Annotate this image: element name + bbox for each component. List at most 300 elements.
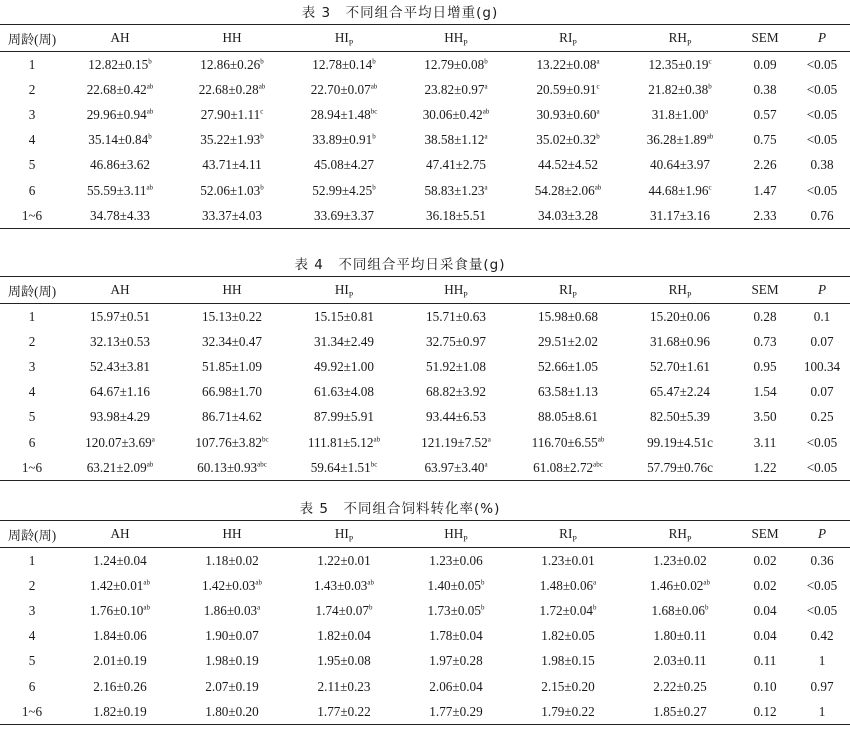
cell-age xyxy=(0,405,64,430)
significance-letter: ab xyxy=(373,435,381,444)
cell-p xyxy=(794,674,850,699)
cell-value xyxy=(176,674,288,699)
mean-sd-value: 63.58±1.13 xyxy=(538,384,598,400)
mean-sd-value: 2.15±0.20 xyxy=(541,678,595,694)
cell-value xyxy=(64,329,176,354)
cell-value xyxy=(288,699,400,725)
age-value: 1~6 xyxy=(21,207,43,223)
p-value: 0.07 xyxy=(810,333,834,349)
cell-age xyxy=(0,128,64,153)
sem-value: 0.02 xyxy=(753,552,777,568)
cell-age xyxy=(0,674,64,699)
age-value: 6 xyxy=(28,678,36,694)
mean-sd-value: 2.16±0.26 xyxy=(93,678,147,694)
mean-sd-value: 40.64±3.97 xyxy=(650,157,710,173)
p-value: 0.36 xyxy=(810,552,834,568)
cell-value xyxy=(400,52,512,78)
cell-age xyxy=(0,598,64,623)
cell-sem xyxy=(736,102,794,127)
mean-sd-value: 29.51±2.02 xyxy=(538,333,598,349)
cell-value xyxy=(176,455,288,481)
cell-p xyxy=(794,153,850,178)
mean-sd-value: 15.20±0.06 xyxy=(650,308,710,324)
cell-value xyxy=(400,128,512,153)
column-header-subscript: P xyxy=(686,38,692,48)
cell-value xyxy=(400,598,512,623)
cell-value xyxy=(512,455,624,481)
cell-value xyxy=(512,203,624,229)
mean-sd-value: 30.93±0.60 xyxy=(536,106,597,122)
column-header xyxy=(400,25,512,52)
age-value: 1 xyxy=(28,308,36,324)
cell-value xyxy=(624,674,736,699)
cell-age xyxy=(0,380,64,405)
mean-sd-value: 38.58±1.12 xyxy=(424,132,485,148)
column-header xyxy=(288,277,400,304)
cell-value xyxy=(288,380,400,405)
cell-p xyxy=(794,430,850,455)
cell-sem xyxy=(736,430,794,455)
significance-letter: ab xyxy=(146,107,154,116)
cell-value xyxy=(512,699,624,725)
cell-value xyxy=(288,598,400,623)
cell-value xyxy=(512,329,624,354)
significance-letter: bc xyxy=(370,460,378,469)
mean-sd-value: 12.82±0.15 xyxy=(88,56,149,72)
cell-value xyxy=(400,649,512,674)
mean-sd-value: 111.81±5.12 xyxy=(307,434,374,450)
mean-sd-value: 15.13±0.22 xyxy=(202,308,262,324)
significance-letter: ab xyxy=(597,435,605,444)
mean-sd-value: 15.15±0.81 xyxy=(314,308,374,324)
cell-value xyxy=(512,674,624,699)
column-header-label: P xyxy=(817,526,827,541)
sem-value: 0.11 xyxy=(753,653,777,669)
sem-value: 0.73 xyxy=(753,333,777,349)
cell-value xyxy=(624,329,736,354)
cell-sem xyxy=(736,380,794,405)
column-header xyxy=(64,277,176,304)
significance-letter: ab xyxy=(482,107,490,116)
mean-sd-value: 32.75±0.97 xyxy=(426,333,486,349)
cell-value xyxy=(64,102,176,127)
mean-sd-value: 52.99±4.25 xyxy=(312,182,373,198)
cell-value xyxy=(64,178,176,203)
cell-value xyxy=(624,304,736,330)
mean-sd-value: 1.42±0.03 xyxy=(201,577,256,593)
table-row xyxy=(0,354,850,379)
mean-sd-value: 20.59±0.91 xyxy=(536,81,597,97)
header-row xyxy=(0,521,850,548)
cell-p xyxy=(794,405,850,430)
mean-sd-value: 33.89±0.91 xyxy=(312,132,373,148)
column-header-label: HH xyxy=(222,526,242,541)
cell-value xyxy=(624,128,736,153)
cell-value xyxy=(288,153,400,178)
cell-value xyxy=(176,77,288,102)
cell-value xyxy=(288,548,400,574)
mean-sd-value: 93.98±4.29 xyxy=(90,409,150,425)
cell-value xyxy=(624,548,736,574)
age-value: 3 xyxy=(28,358,36,374)
cell-value xyxy=(624,573,736,598)
mean-sd-value: 23.82±0.97 xyxy=(424,81,485,97)
column-header-label: HH xyxy=(222,30,242,45)
cell-p xyxy=(794,77,850,102)
cell-value xyxy=(176,153,288,178)
cell-value xyxy=(176,405,288,430)
cell-sem xyxy=(736,674,794,699)
cell-value xyxy=(288,52,400,78)
cell-p xyxy=(794,52,850,78)
significance-letter: ab xyxy=(258,82,266,91)
cell-p xyxy=(794,329,850,354)
cell-value xyxy=(176,573,288,598)
significance-letter: ab xyxy=(594,183,602,192)
cell-value xyxy=(624,699,736,725)
cell-value xyxy=(512,430,624,455)
cell-value xyxy=(400,674,512,699)
p-value: 0.97 xyxy=(810,678,834,694)
mean-sd-value: 34.03±3.28 xyxy=(538,207,598,223)
age-value: 4 xyxy=(28,628,36,644)
cell-value xyxy=(288,178,400,203)
age-value: 5 xyxy=(28,409,36,425)
mean-sd-value: 12.86±0.26 xyxy=(200,56,261,72)
cell-sem xyxy=(736,329,794,354)
cell-value xyxy=(64,153,176,178)
mean-sd-value: 46.86±3.62 xyxy=(90,157,150,173)
cell-p xyxy=(794,128,850,153)
cell-value xyxy=(400,380,512,405)
mean-sd-value: 1.80±0.20 xyxy=(205,703,259,719)
cell-value xyxy=(624,52,736,78)
mean-sd-value: 44.68±1.96 xyxy=(648,182,709,198)
mean-sd-value: 21.82±0.38 xyxy=(648,81,709,97)
p-value: 0.38 xyxy=(810,157,834,173)
sem-value: 0.10 xyxy=(753,678,777,694)
cell-value xyxy=(624,598,736,623)
cell-value xyxy=(64,430,176,455)
significance-letter: a xyxy=(484,183,488,192)
mean-sd-value: 1.68±0.06 xyxy=(651,602,705,618)
p-value: <0.05 xyxy=(806,132,838,148)
sem-value: 0.02 xyxy=(753,577,777,593)
significance-letter: ab xyxy=(146,460,154,469)
sem-value: 0.12 xyxy=(753,703,777,719)
mean-sd-value: 12.35±0.19 xyxy=(648,56,709,72)
cell-value xyxy=(64,624,176,649)
mean-sd-value: 58.83±1.23 xyxy=(424,182,485,198)
table-row xyxy=(0,573,850,598)
cell-value xyxy=(288,203,400,229)
cell-p xyxy=(794,699,850,725)
table-row xyxy=(0,548,850,574)
cell-sem xyxy=(736,178,794,203)
mean-sd-value: 55.59±3.11 xyxy=(86,182,147,198)
cell-p xyxy=(794,178,850,203)
significance-letter: a xyxy=(593,578,597,587)
cell-value xyxy=(512,153,624,178)
cell-value xyxy=(176,598,288,623)
column-header xyxy=(64,521,176,548)
significance-letter: b xyxy=(592,603,597,612)
mean-sd-value: 68.82±3.92 xyxy=(426,384,486,400)
mean-sd-value: 1.82±0.19 xyxy=(93,703,147,719)
p-value: 0.1 xyxy=(813,308,831,324)
column-header xyxy=(624,521,736,548)
age-value: 4 xyxy=(28,384,36,400)
cell-value xyxy=(400,455,512,481)
mean-sd-value: 30.06±0.42 xyxy=(422,106,483,122)
mean-sd-value: 1.85±0.27 xyxy=(653,703,707,719)
cell-value xyxy=(176,329,288,354)
mean-sd-value: 32.13±0.53 xyxy=(90,333,150,349)
cell-value xyxy=(64,548,176,574)
table-row xyxy=(0,304,850,330)
sem-value: 0.57 xyxy=(753,106,777,122)
mean-sd-value: 1.24±0.04 xyxy=(93,552,147,568)
cell-value xyxy=(176,304,288,330)
cell-value xyxy=(64,649,176,674)
significance-letter: b xyxy=(484,57,488,66)
mean-sd-value: 87.99±5.91 xyxy=(314,409,374,425)
mean-sd-value: 57.79±0.76c xyxy=(647,459,713,475)
age-value: 2 xyxy=(28,81,36,97)
mean-sd-value: 32.34±0.47 xyxy=(202,333,262,349)
table-row xyxy=(0,430,850,455)
cell-age xyxy=(0,548,64,574)
mean-sd-value: 2.03±0.11 xyxy=(653,653,707,669)
cell-age xyxy=(0,77,64,102)
cell-value xyxy=(288,674,400,699)
column-header xyxy=(512,25,624,52)
mean-sd-value: 86.71±4.62 xyxy=(202,409,262,425)
cell-sem xyxy=(736,405,794,430)
cell-p xyxy=(794,304,850,330)
mean-sd-value: 61.63±4.08 xyxy=(314,384,374,400)
table-row xyxy=(0,455,850,481)
significance-letter: b xyxy=(372,183,376,192)
cell-value xyxy=(64,699,176,725)
significance-letter: c xyxy=(260,107,264,116)
table-block xyxy=(0,498,838,725)
cell-value xyxy=(176,354,288,379)
column-header-subscript: P xyxy=(572,38,577,48)
significance-letter: c xyxy=(596,82,600,91)
column-header xyxy=(400,277,512,304)
significance-letter: a xyxy=(151,435,155,444)
significance-letter: abc xyxy=(593,460,603,469)
mean-sd-value: 1.79±0.22 xyxy=(541,703,595,719)
cell-value xyxy=(176,624,288,649)
mean-sd-value: 1.82±0.04 xyxy=(317,628,371,644)
column-header-label: AH xyxy=(110,282,130,297)
column-header-label: HH xyxy=(444,282,464,297)
sem-value: 3.11 xyxy=(753,434,777,450)
cell-value xyxy=(64,354,176,379)
mean-sd-value: 34.78±4.33 xyxy=(90,207,150,223)
mean-sd-value: 35.14±0.84 xyxy=(88,132,149,148)
mean-sd-value: 52.70±1.61 xyxy=(650,358,710,374)
mean-sd-value: 31.17±3.16 xyxy=(650,207,710,223)
significance-letter: b xyxy=(372,132,376,141)
cell-value xyxy=(176,430,288,455)
table-body xyxy=(0,304,850,481)
column-header-label: P xyxy=(817,30,827,45)
p-value: 0.76 xyxy=(810,207,834,223)
mean-sd-value: 15.97±0.51 xyxy=(90,308,150,324)
table-caption: 表 5 不同组合饲料转化率(%) xyxy=(299,501,501,517)
mean-sd-value: 45.08±4.27 xyxy=(314,157,374,173)
column-header-subscript: P xyxy=(572,534,577,544)
significance-letter: ab xyxy=(146,183,154,192)
cell-sem xyxy=(736,52,794,78)
cell-p xyxy=(794,598,850,623)
significance-letter: ab xyxy=(367,578,374,587)
column-header-subscript: P xyxy=(348,290,354,300)
sem-value: 3.50 xyxy=(753,409,777,425)
cell-value xyxy=(624,203,736,229)
cell-value xyxy=(64,203,176,229)
column-header-label: P xyxy=(817,282,827,297)
cell-value xyxy=(400,573,512,598)
cell-value xyxy=(288,573,400,598)
column-header-subscript: P xyxy=(463,290,468,300)
cell-age xyxy=(0,430,64,455)
column-header xyxy=(794,25,850,52)
sem-value: 0.04 xyxy=(753,628,777,644)
cell-value xyxy=(64,455,176,481)
cell-value xyxy=(288,649,400,674)
cell-value xyxy=(176,380,288,405)
cell-value xyxy=(176,178,288,203)
age-value: 5 xyxy=(28,653,36,669)
column-header xyxy=(176,521,288,548)
age-value: 6 xyxy=(28,182,36,198)
column-header-subscript: P xyxy=(572,290,577,300)
mean-sd-value: 1.43±0.03 xyxy=(313,577,368,593)
mean-sd-value: 1.73±0.05 xyxy=(427,602,481,618)
mean-sd-value: 22.68±0.28 xyxy=(198,81,259,97)
cell-sem xyxy=(736,128,794,153)
cell-value xyxy=(624,430,736,455)
column-header xyxy=(736,521,794,548)
table-body xyxy=(0,52,850,229)
column-header-label: RH xyxy=(668,282,687,297)
cell-value xyxy=(64,573,176,598)
cell-value xyxy=(512,573,624,598)
column-header-label: HI xyxy=(334,282,349,297)
p-value: 1 xyxy=(818,653,826,669)
column-header xyxy=(64,25,176,52)
significance-letter: c xyxy=(708,57,712,66)
cell-value xyxy=(512,405,624,430)
significance-letter: a xyxy=(705,107,709,116)
mean-sd-value: 2.11±0.23 xyxy=(317,678,371,694)
mean-sd-value: 1.76±0.10 xyxy=(89,602,144,618)
significance-letter: ab xyxy=(146,82,154,91)
cell-age xyxy=(0,649,64,674)
mean-sd-value: 35.02±0.32 xyxy=(536,132,597,148)
mean-sd-value: 33.69±3.37 xyxy=(314,207,374,223)
column-header-label: AH xyxy=(110,526,130,541)
cell-value xyxy=(400,102,512,127)
column-header xyxy=(0,277,64,304)
mean-sd-value: 43.71±4.11 xyxy=(202,157,262,173)
p-value: <0.05 xyxy=(806,56,838,72)
significance-letter: a xyxy=(257,603,261,612)
cell-value xyxy=(512,354,624,379)
column-header-subscript: P xyxy=(686,290,692,300)
column-header xyxy=(512,277,624,304)
mean-sd-value: 29.96±0.94 xyxy=(86,106,147,122)
cell-sem xyxy=(736,598,794,623)
cell-p xyxy=(794,380,850,405)
cell-sem xyxy=(736,455,794,481)
age-value: 1~6 xyxy=(21,459,43,475)
cell-p xyxy=(794,649,850,674)
mean-sd-value: 121.19±7.52 xyxy=(421,434,488,450)
cell-p xyxy=(794,455,850,481)
mean-sd-value: 49.92±1.00 xyxy=(314,358,374,374)
cell-value xyxy=(400,203,512,229)
mean-sd-value: 52.66±1.05 xyxy=(538,358,598,374)
significance-letter: a xyxy=(487,435,491,444)
data-table xyxy=(0,276,850,481)
cell-value xyxy=(176,699,288,725)
cell-value xyxy=(624,153,736,178)
column-header-label: RH xyxy=(668,30,687,45)
significance-letter: b xyxy=(260,132,264,141)
cell-value xyxy=(400,624,512,649)
column-header xyxy=(0,521,64,548)
cell-value xyxy=(400,77,512,102)
mean-sd-value: 2.06±0.04 xyxy=(429,678,483,694)
cell-value xyxy=(400,329,512,354)
column-header-label: RI xyxy=(559,30,573,45)
significance-letter: a xyxy=(484,82,488,91)
table-caption: 表 4 不同组合平均日采食量(g) xyxy=(294,257,506,273)
header-row xyxy=(0,277,850,304)
column-header xyxy=(736,25,794,52)
cell-value xyxy=(176,203,288,229)
mean-sd-value: 1.77±0.22 xyxy=(317,703,371,719)
p-value: <0.05 xyxy=(806,434,838,450)
mean-sd-value: 31.34±2.49 xyxy=(314,333,374,349)
mean-sd-value: 22.70±0.07 xyxy=(310,81,371,97)
column-header xyxy=(288,521,400,548)
cell-value xyxy=(64,674,176,699)
cell-p xyxy=(794,573,850,598)
table-row xyxy=(0,624,850,649)
mean-sd-value: 1.48±0.06 xyxy=(539,577,594,593)
age-value: 1~6 xyxy=(21,703,43,719)
significance-letter: b xyxy=(368,603,373,612)
mean-sd-value: 88.05±8.61 xyxy=(538,409,598,425)
column-header xyxy=(624,277,736,304)
mean-sd-value: 2.07±0.19 xyxy=(205,678,259,694)
cell-value xyxy=(512,128,624,153)
p-value: <0.05 xyxy=(806,182,838,198)
cell-sem xyxy=(736,153,794,178)
column-header xyxy=(400,521,512,548)
cell-value xyxy=(624,380,736,405)
sem-value: 2.26 xyxy=(753,157,777,173)
column-header-label: SEM xyxy=(751,282,779,297)
mean-sd-value: 33.37±4.03 xyxy=(202,207,262,223)
cell-value xyxy=(176,102,288,127)
